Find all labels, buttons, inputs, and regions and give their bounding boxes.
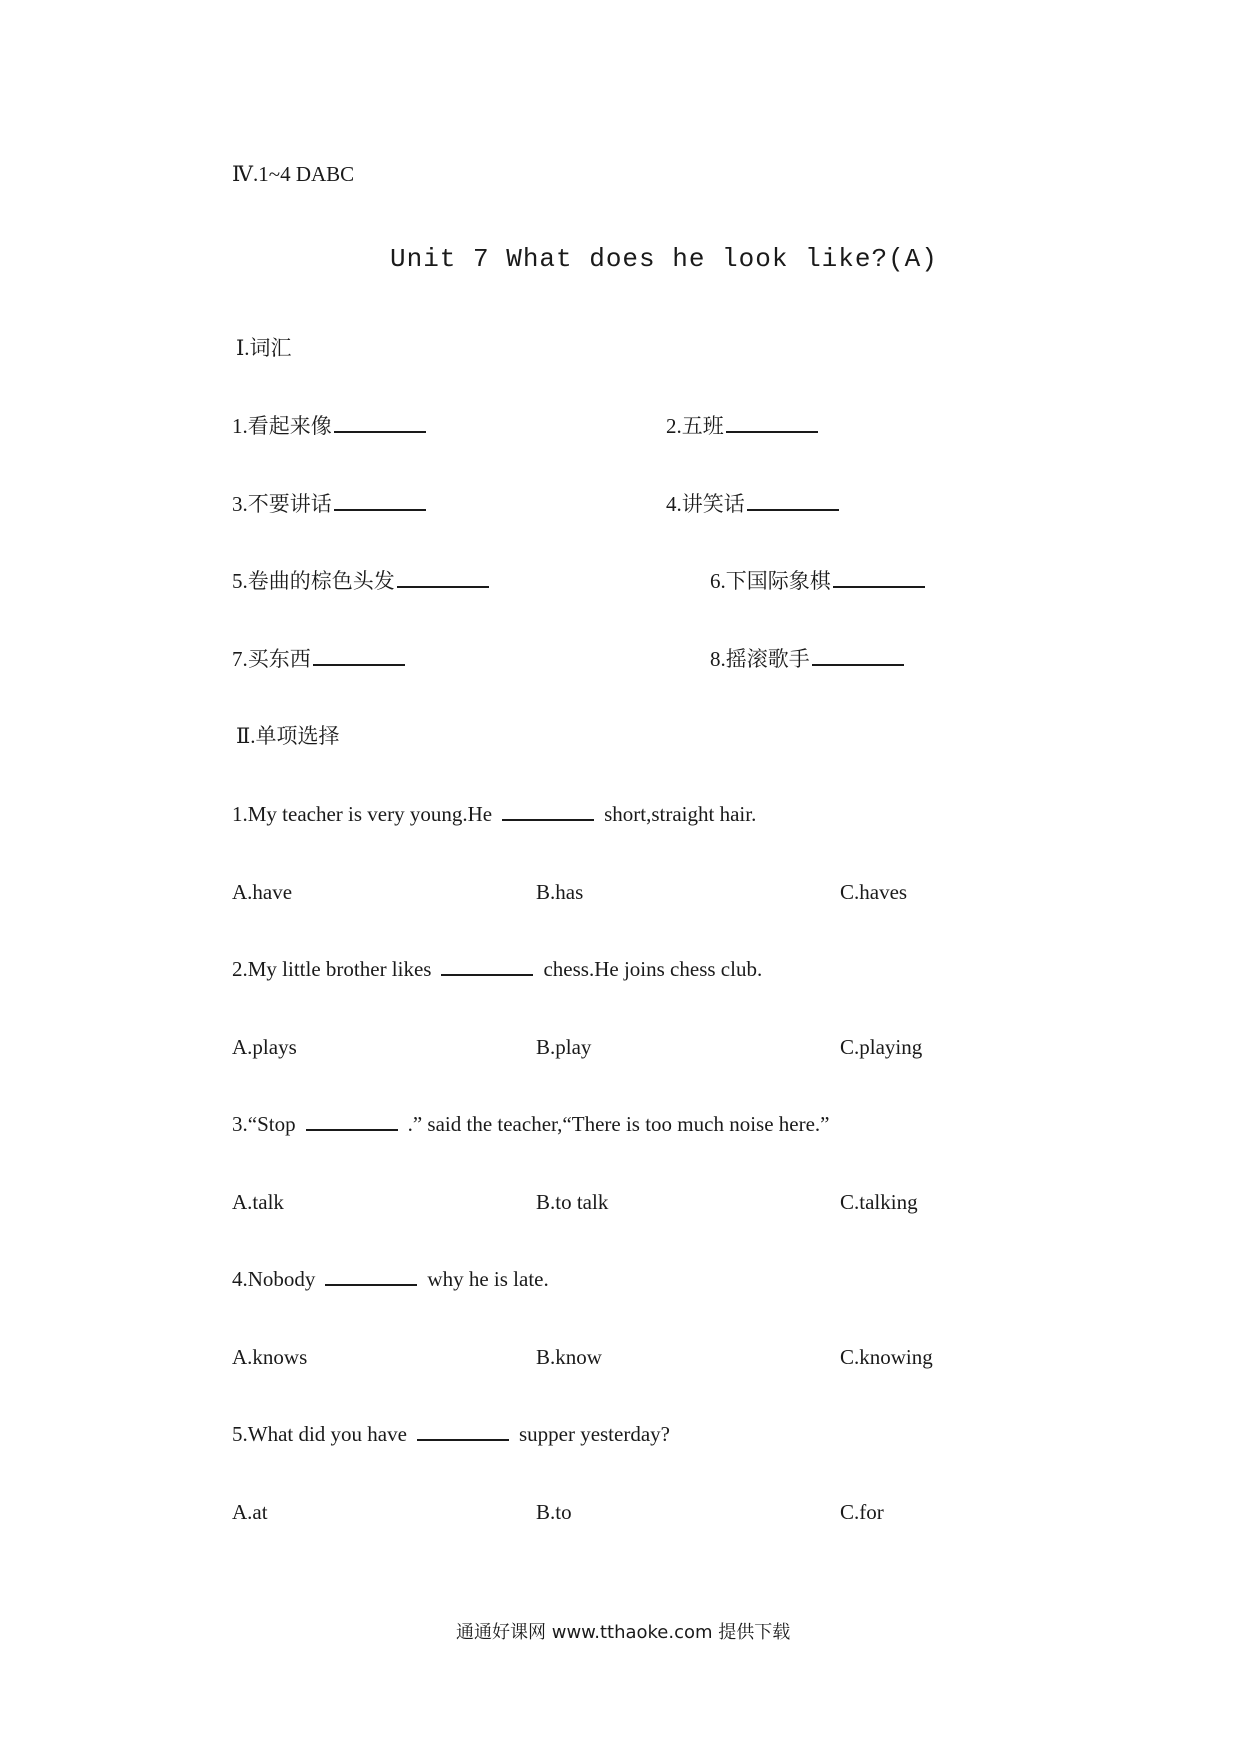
question-5: 5.What did you have supper yesterday? — [232, 1422, 670, 1446]
answer-key-line: Ⅳ.1~4 DABC — [232, 162, 355, 186]
option-b: B.has — [536, 880, 584, 904]
answer-blank — [334, 491, 426, 511]
vocab-item-7: 7.买东西 — [232, 645, 405, 673]
vocab-item-8: 8.摇滚歌手 — [710, 645, 904, 673]
answer-blank — [441, 956, 533, 976]
answer-blank — [325, 1266, 417, 1286]
answer-blank — [726, 413, 818, 433]
vocab-item-6: 6.下国际象棋 — [710, 567, 925, 595]
option-a: A.plays — [232, 1035, 297, 1059]
question-3: 3.“Stop .” said the teacher,“There is too much noise here.” — [232, 1112, 830, 1136]
page-footer: 通通好课网 www.tthaoke.com 提供下载 — [456, 1622, 791, 1643]
answer-blank — [306, 1111, 398, 1131]
answer-blank — [334, 413, 426, 433]
answer-blank — [502, 801, 594, 821]
option-c: C.playing — [840, 1035, 923, 1059]
option-c: C.talking — [840, 1190, 918, 1214]
option-a: A.have — [232, 880, 293, 904]
answer-blank — [833, 568, 925, 588]
question-1: 1.My teacher is very young.He short,straight hair. — [232, 802, 757, 826]
answer-blank — [417, 1421, 509, 1441]
question-2: 2.My little brother likes chess.He joins chess club. — [232, 957, 763, 981]
option-a: A.knows — [232, 1345, 308, 1369]
option-c: C.for — [840, 1500, 884, 1524]
vocab-item-3: 3.不要讲话 — [232, 490, 426, 518]
vocab-item-4: 4.讲笑话 — [666, 490, 839, 518]
question-4: 4.Nobody why he is late. — [232, 1267, 549, 1291]
option-b: B.to — [536, 1500, 572, 1524]
vocab-item-1: 1.看起来像 — [232, 412, 426, 440]
answer-blank — [313, 646, 405, 666]
section-heading-vocabulary: Ⅰ.词汇 — [236, 336, 292, 360]
option-b: B.know — [536, 1345, 602, 1369]
answer-blank — [812, 646, 904, 666]
option-b: B.play — [536, 1035, 592, 1059]
section-heading-multiple-choice: Ⅱ.单项选择 — [236, 724, 340, 748]
page-title: Unit 7 What does he look like?(A) — [390, 244, 938, 274]
option-a: A.at — [232, 1500, 268, 1524]
vocab-item-2: 2.五班 — [666, 412, 818, 440]
option-c: C.knowing — [840, 1345, 933, 1369]
vocab-item-5: 5.卷曲的棕色头发 — [232, 567, 489, 595]
answer-blank — [747, 491, 839, 511]
answer-blank — [397, 568, 489, 588]
option-c: C.haves — [840, 880, 908, 904]
option-b: B.to talk — [536, 1190, 609, 1214]
option-a: A.talk — [232, 1190, 284, 1214]
